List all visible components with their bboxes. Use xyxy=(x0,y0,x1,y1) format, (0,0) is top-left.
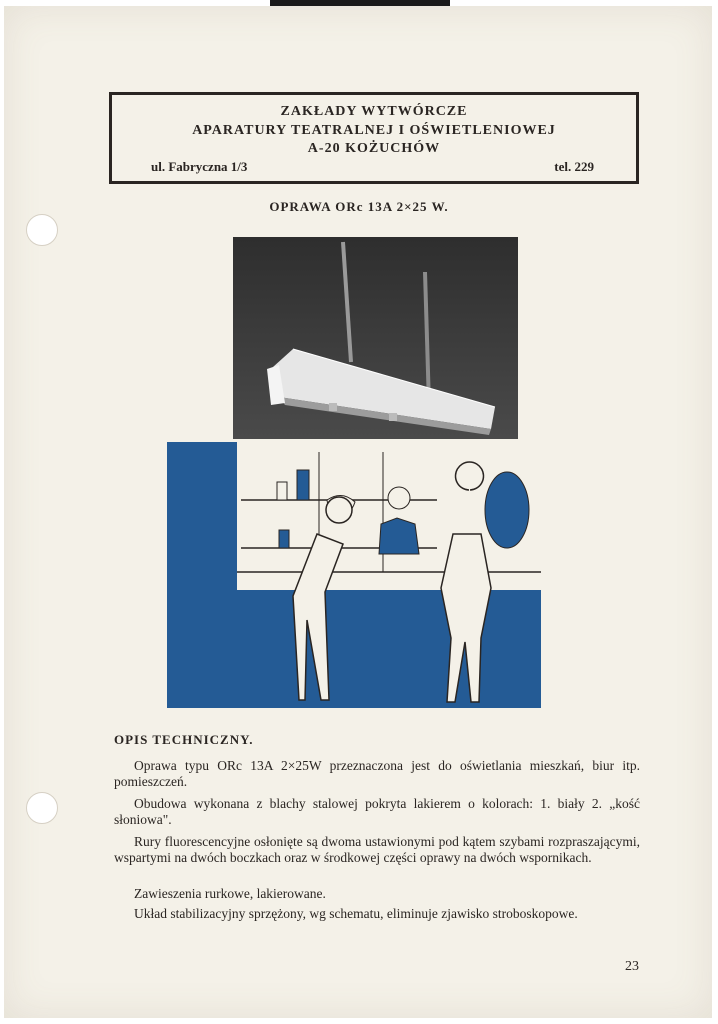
shop-interior-drawing xyxy=(167,442,541,708)
page-number: 23 xyxy=(625,959,639,974)
shop-interior-illustration xyxy=(167,442,541,708)
technical-description-heading: OPIS TECHNICZNY. xyxy=(114,732,254,747)
company-name-line2: APARATURY TEATRALNEJ I OŚWIETLENIOWEJ xyxy=(192,123,556,138)
description-paragraph-ballast: Układ stabilizacyjny sprzężony, wg schematu, eliminuje zjawisko stroboskopowe. xyxy=(134,906,578,921)
luminaire-photo-drawing xyxy=(233,237,518,439)
company-header-box xyxy=(109,92,639,184)
company-phone: tel. 229 xyxy=(554,159,594,174)
company-address: ul. Fabryczna 1/3 xyxy=(151,159,248,174)
punch-hole-top xyxy=(26,214,58,246)
description-paragraph-purpose: Oprawa typu ORc 13A 2×25W przeznaczona jest do oświetlania mieszkań, biur itp. pomieszczeń. xyxy=(114,758,640,789)
document-page xyxy=(4,6,712,1018)
product-title: OPRAWA ORc 13A 2×25 W. xyxy=(269,199,449,214)
luminaire-photo xyxy=(233,237,518,439)
company-name-line1: ZAKŁADY WYTWÓRCZE xyxy=(280,104,468,119)
punch-hole-bottom xyxy=(26,792,58,824)
description-paragraph-suspension: Zawieszenia rurkowe, lakierowane. xyxy=(134,886,326,901)
description-paragraph-tubes: Rury fluorescencyjne osłonięte są dwoma ustawionymi pod kątem szybami rozpraszającymi, wspartymi na dwóch boczkach oraz w środkowej części oprawy na dwóch wspornikach. xyxy=(114,834,640,865)
company-location: A-20 KOŻUCHÓW xyxy=(307,141,441,156)
description-paragraph-housing: Obudowa wykonana z blachy stalowej pokryta lakierem o kolorach: 1. biały 2. „kość słoniowa". xyxy=(114,796,640,827)
